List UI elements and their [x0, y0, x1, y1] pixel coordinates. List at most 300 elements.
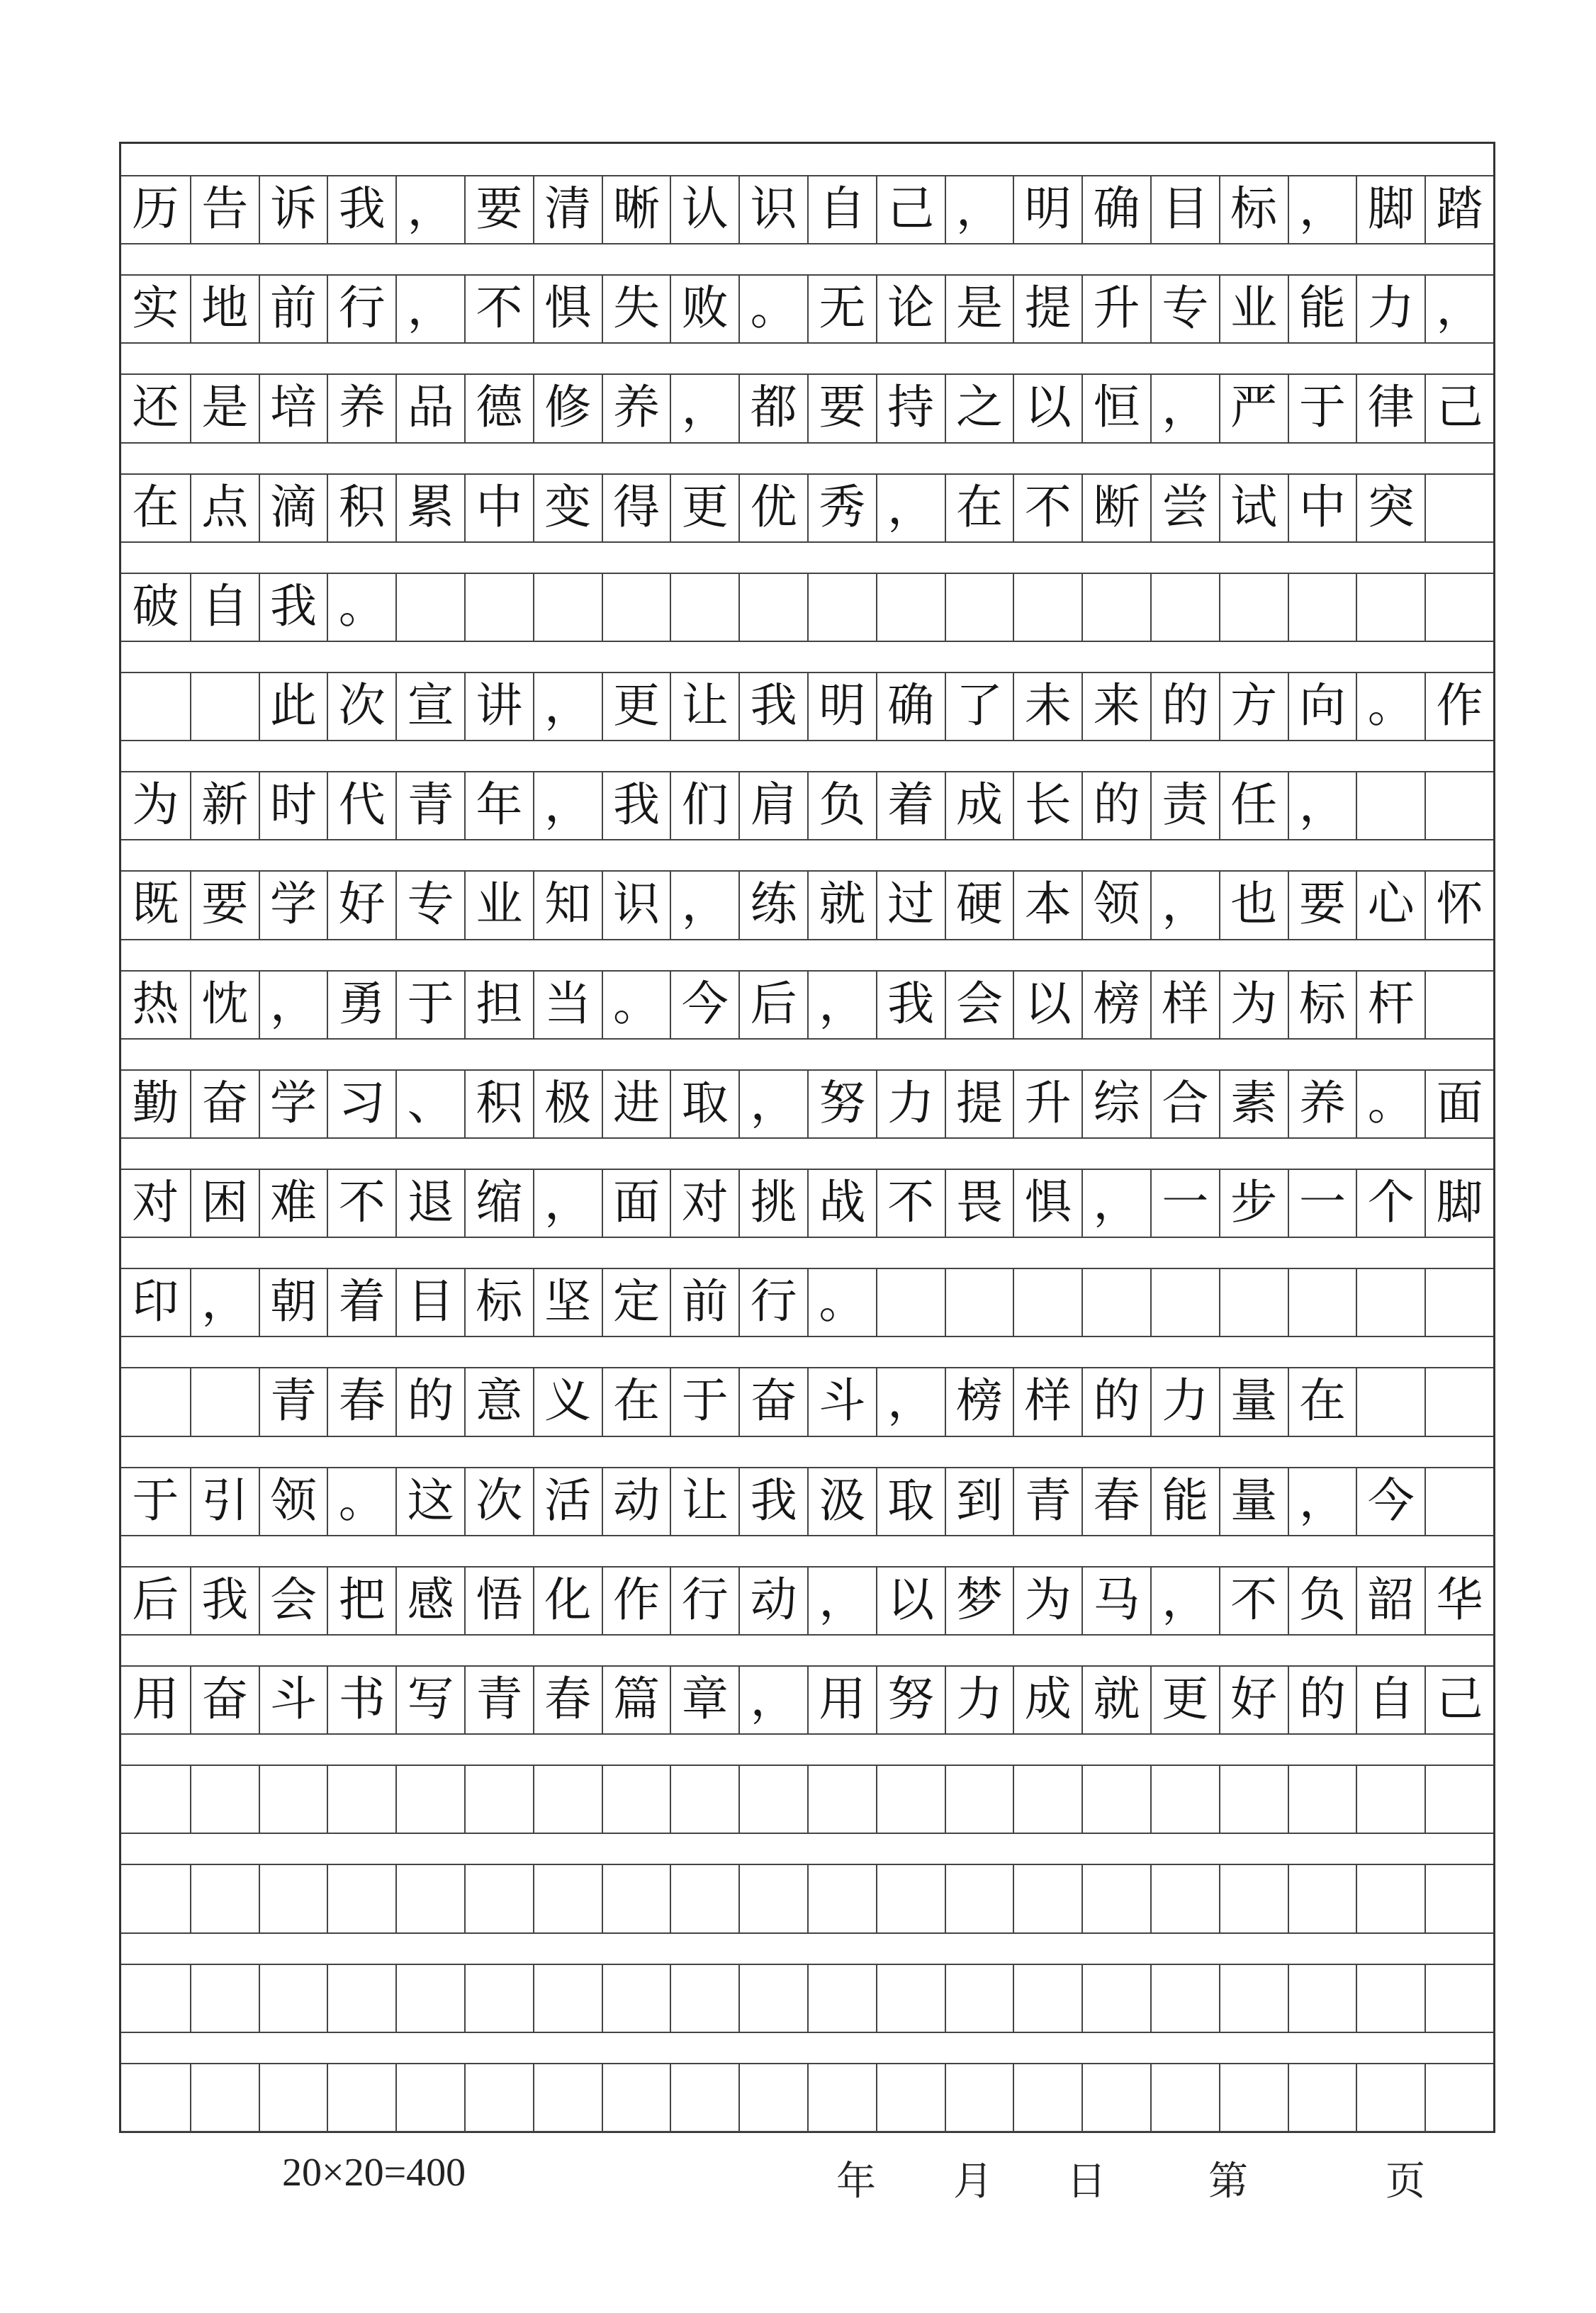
- grid-cell: [1013, 573, 1081, 641]
- grid-cell: 当: [533, 970, 602, 1038]
- month-label: 月: [953, 2160, 993, 2204]
- grid-cell: [121, 1367, 190, 1435]
- grid-cell: 来: [1081, 672, 1150, 740]
- grid-cell: 中: [1288, 473, 1356, 541]
- grid-cell: 不: [876, 1169, 945, 1237]
- grid-cell: 为: [1013, 1566, 1081, 1634]
- grid-cell: 也: [1219, 870, 1288, 938]
- grid-row: [121, 1566, 1493, 1634]
- grid-cell: 努: [876, 1665, 945, 1733]
- grid-cell: 梦: [945, 1566, 1013, 1634]
- grid-row-bottom-line: [121, 1436, 1493, 1437]
- grid-cell: 在: [602, 1367, 670, 1435]
- grid-cell: [1219, 1864, 1288, 1932]
- grid-row: [121, 771, 1493, 839]
- grid-row: [121, 1069, 1493, 1137]
- grid-cell: 养: [327, 373, 395, 441]
- grid-cell: ，: [259, 970, 327, 1038]
- grid-cell: [190, 1367, 259, 1435]
- grid-cell: 青: [1013, 1467, 1081, 1535]
- grid-cell: [876, 1864, 945, 1932]
- grid-cell: 青: [259, 1367, 327, 1435]
- grid-cell: [945, 1765, 1013, 1833]
- grid-row-bottom-line: [121, 2032, 1493, 2033]
- grid-cell: 败: [670, 274, 738, 342]
- grid-cell: [1424, 1268, 1493, 1336]
- grid-cell: [1424, 970, 1493, 1038]
- grid-cell: 此: [259, 672, 327, 740]
- grid-cell: [190, 2063, 259, 2131]
- grid-cell: [876, 2063, 945, 2131]
- grid-cell: 以: [1013, 970, 1081, 1038]
- grid-cell: [464, 1765, 533, 1833]
- grid-cell: [1013, 1765, 1081, 1833]
- grid-row: [121, 870, 1493, 938]
- grid-cell: [738, 1864, 807, 1932]
- grid-cell: 于: [1288, 373, 1356, 441]
- grid-cell: 踏: [1424, 175, 1493, 243]
- grid-cell: 对: [670, 1169, 738, 1237]
- grid-cell: 量: [1219, 1367, 1288, 1435]
- grid-cell: 会: [259, 1566, 327, 1634]
- grid-cell: 明: [807, 672, 876, 740]
- grid-cell: [121, 1765, 190, 1833]
- grid-cell: 方: [1219, 672, 1288, 740]
- grid-cell: 滴: [259, 473, 327, 541]
- grid-cell: 次: [327, 672, 395, 740]
- grid-cell: [670, 1765, 738, 1833]
- grid-cell: 这: [395, 1467, 464, 1535]
- grid-cell: 篇: [602, 1665, 670, 1733]
- grid-cell: ，: [190, 1268, 259, 1336]
- grid-cell: [327, 2063, 395, 2131]
- grid-cell: 动: [738, 1566, 807, 1634]
- writing-grid-sheet: [119, 142, 1495, 2133]
- grid-cell: 都: [738, 373, 807, 441]
- grid-cell: 得: [602, 473, 670, 541]
- grid-cell: 力: [945, 1665, 1013, 1733]
- grid-cell: [1013, 1864, 1081, 1932]
- grid-cell: 。: [738, 274, 807, 342]
- grid-row: [121, 1169, 1493, 1237]
- grid-cell: [533, 1765, 602, 1833]
- grid-cell: 明: [1013, 175, 1081, 243]
- grid-cell: [327, 1964, 395, 2032]
- grid-cell: [259, 1765, 327, 1833]
- grid-cell: [1356, 1367, 1424, 1435]
- grid-cell: 既: [132, 877, 179, 932]
- grid-cell: 实: [132, 281, 179, 336]
- grid-cell: 们: [670, 771, 738, 839]
- grid-cell: [876, 573, 945, 641]
- grid-cell: 写: [395, 1665, 464, 1733]
- grid-cell: 汲: [807, 1467, 876, 1535]
- grid-cell: 到: [945, 1467, 1013, 1535]
- grid-cell: 合: [1150, 1069, 1219, 1137]
- grid-row: [121, 2063, 1493, 2131]
- grid-cell: 后: [738, 970, 807, 1038]
- day-label: 日: [1067, 2160, 1106, 2204]
- grid-cell: 斗: [259, 1665, 327, 1733]
- grid-cell: 习: [327, 1069, 395, 1137]
- grid-cell: 试: [1219, 473, 1288, 541]
- grid-cell: 坚: [533, 1268, 602, 1336]
- grid-cell: 用: [807, 1665, 876, 1733]
- grid-cell: 知: [533, 870, 602, 938]
- grid-cell: 更: [670, 473, 738, 541]
- grid-cell: 晰: [602, 175, 670, 243]
- grid-cell: 行: [738, 1268, 807, 1336]
- grid-cell: ，: [533, 1169, 602, 1237]
- grid-cell: 青: [464, 1665, 533, 1733]
- grid-cell: [1081, 1765, 1150, 1833]
- grid-cell: 于: [670, 1367, 738, 1435]
- grid-cell: [670, 1964, 738, 2032]
- grid-cell: 、: [395, 1069, 464, 1137]
- grid-cell: 战: [807, 1169, 876, 1237]
- grid-cell: 把: [327, 1566, 395, 1634]
- grid-cell: 心: [1356, 870, 1424, 938]
- grid-cell: 难: [259, 1169, 327, 1237]
- grid-cell: [1288, 1268, 1356, 1336]
- grid-cell: 业: [1219, 274, 1288, 342]
- grid-cell: 让: [670, 672, 738, 740]
- grid-cell: 破: [132, 578, 179, 634]
- grid-cell: 成: [945, 771, 1013, 839]
- grid-cell: [464, 1964, 533, 2032]
- grid-cell: 力: [876, 1069, 945, 1137]
- grid-cell: [1219, 1964, 1288, 2032]
- grid-cell: [395, 1765, 464, 1833]
- grid-cell: 就: [1081, 1665, 1150, 1733]
- grid-cell: [1081, 2063, 1150, 2131]
- grid-cell: 华: [1424, 1566, 1493, 1634]
- grid-cell: 前: [259, 274, 327, 342]
- grid-row-bottom-line: [121, 243, 1493, 244]
- grid-cell: 提: [1013, 274, 1081, 342]
- grid-row-bottom-line: [121, 939, 1493, 940]
- grid-cell: [602, 573, 670, 641]
- grid-cell: 着: [876, 771, 945, 839]
- grid-cell: 惧: [533, 274, 602, 342]
- grid-cell: 今: [670, 970, 738, 1038]
- grid-cell: [1081, 573, 1150, 641]
- grid-row-bottom-line: [121, 1535, 1493, 1536]
- grid-cell: 学: [259, 870, 327, 938]
- grid-cell: [259, 2063, 327, 2131]
- grid-cell: 义: [533, 1367, 602, 1435]
- grid-cell: 确: [876, 672, 945, 740]
- grid-cell: 更: [602, 672, 670, 740]
- grid-row-bottom-line: [121, 1634, 1493, 1636]
- grid-cell: [738, 1765, 807, 1833]
- grid-cell: [807, 2063, 876, 2131]
- grid-cell: [1013, 1268, 1081, 1336]
- grid-cell: 向: [1288, 672, 1356, 740]
- grid-cell: [807, 1765, 876, 1833]
- grid-row-bottom-line: [121, 541, 1493, 543]
- grid-cell: 的: [1081, 1367, 1150, 1435]
- grid-cell: 提: [945, 1069, 1013, 1137]
- grid-cell: 升: [1013, 1069, 1081, 1137]
- grid-cell: 认: [670, 175, 738, 243]
- grid-cell: 春: [1081, 1467, 1150, 1535]
- grid-cell: [1288, 1964, 1356, 2032]
- grid-cell: 无: [807, 274, 876, 342]
- grid-cell: 为: [132, 777, 179, 833]
- grid-cell: ，: [1150, 1566, 1219, 1634]
- grid-cell: 不: [464, 274, 533, 342]
- grid-cell: [190, 1864, 259, 1932]
- grid-cell: 用: [132, 1672, 179, 1727]
- grid-cell: 忱: [190, 970, 259, 1038]
- grid-cell: 章: [670, 1665, 738, 1733]
- grid-cell: 要: [1288, 870, 1356, 938]
- grid-cell: 的: [1150, 672, 1219, 740]
- grid-cell: 培: [259, 373, 327, 441]
- grid-row-bottom-line: [121, 442, 1493, 444]
- grid-cell: 肩: [738, 771, 807, 839]
- grid-cell: 。: [327, 573, 395, 641]
- grid-cell: 让: [670, 1467, 738, 1535]
- grid-row-bottom-line: [121, 1833, 1493, 1834]
- grid-cell: ，: [876, 1367, 945, 1435]
- grid-cell: ，: [1288, 175, 1356, 243]
- grid-cell: [1356, 771, 1424, 839]
- grid-cell: 力: [1356, 274, 1424, 342]
- grid-cell: 识: [738, 175, 807, 243]
- grid-cell: 奋: [738, 1367, 807, 1435]
- grid-cell: 练: [738, 870, 807, 938]
- grid-cell: 识: [602, 870, 670, 938]
- grid-cell: 热: [132, 976, 179, 1031]
- grid-cell: 新: [190, 771, 259, 839]
- grid-cell: 确: [1081, 175, 1150, 243]
- grid-cell: 宣: [395, 672, 464, 740]
- grid-cell: [1288, 1765, 1356, 1833]
- grid-row-bottom-line: [121, 1932, 1493, 1934]
- grid-cell: ，: [1288, 1467, 1356, 1535]
- grid-cell: 我: [602, 771, 670, 839]
- grid-cell: 自: [1356, 1665, 1424, 1733]
- grid-cell: 负: [807, 771, 876, 839]
- grid-cell: [121, 2063, 190, 2131]
- grid-cell: 更: [1150, 1665, 1219, 1733]
- grid-cell: [1150, 1765, 1219, 1833]
- grid-cell: ，: [876, 473, 945, 541]
- grid-cell: [670, 2063, 738, 2131]
- grid-cell: [259, 1964, 327, 2032]
- grid-cell: 挑: [738, 1169, 807, 1237]
- grid-cell: 历: [132, 181, 179, 237]
- grid-cell: 告: [190, 175, 259, 243]
- grid-cell: 己: [1424, 373, 1493, 441]
- grid-cell: [738, 2063, 807, 2131]
- grid-cell: 之: [945, 373, 1013, 441]
- grid-cell: 今: [1356, 1467, 1424, 1535]
- grid-cell: 面: [602, 1169, 670, 1237]
- grid-cell: [395, 573, 464, 641]
- grid-cell: 未: [1013, 672, 1081, 740]
- grid-row-bottom-line: [121, 1336, 1493, 1337]
- grid-cell: 的: [395, 1367, 464, 1435]
- grid-row-bottom-line: [121, 2131, 1493, 2132]
- grid-cell: 硬: [945, 870, 1013, 938]
- grid-cell: ，: [1424, 274, 1493, 342]
- grid-row-bottom-line: [121, 1137, 1493, 1139]
- grid-row: [121, 1665, 1493, 1733]
- grid-cell: 为: [1219, 970, 1288, 1038]
- grid-cell: 脚: [1424, 1169, 1493, 1237]
- di-label: 第: [1208, 2160, 1248, 2204]
- grid-row: [121, 473, 1493, 541]
- grid-cell: [464, 2063, 533, 2131]
- grid-cell: 朝: [259, 1268, 327, 1336]
- grid-cell: 春: [533, 1665, 602, 1733]
- grid-cell: 标: [1288, 970, 1356, 1038]
- grid-cell: [876, 1765, 945, 1833]
- grid-cell: 我: [738, 1467, 807, 1535]
- grid-cell: 业: [464, 870, 533, 938]
- grid-cell: 意: [464, 1367, 533, 1435]
- grid-cell: 化: [533, 1566, 602, 1634]
- grid-cell: [1219, 1765, 1288, 1833]
- grid-cell: [1424, 1765, 1493, 1833]
- grid-cell: ，: [1288, 771, 1356, 839]
- grid-row-bottom-line: [121, 1237, 1493, 1238]
- grid-cell: 时: [259, 771, 327, 839]
- grid-cell: 极: [533, 1069, 602, 1137]
- grid-cell: [945, 573, 1013, 641]
- grid-cell: 杆: [1356, 970, 1424, 1038]
- grid-cell: 领: [1081, 870, 1150, 938]
- grid-cell: [1424, 1367, 1493, 1435]
- grid-cell: 尝: [1150, 473, 1219, 541]
- grid-cell: 的: [1081, 771, 1150, 839]
- grid-cell: [602, 1765, 670, 1833]
- grid-cell: [1424, 1467, 1493, 1535]
- grid-cell: 优: [738, 473, 807, 541]
- grid-row-bottom-line: [121, 839, 1493, 840]
- grid-cell: [807, 1964, 876, 2032]
- grid-cell: 我: [738, 672, 807, 740]
- grid-row-bottom-line: [121, 1733, 1493, 1735]
- grid-cell: 于: [395, 970, 464, 1038]
- grid-cell: [1081, 1864, 1150, 1932]
- grid-cell: [327, 1765, 395, 1833]
- page-label: 页: [1386, 2160, 1425, 2204]
- grid-row: [121, 573, 1493, 641]
- grid-cell: 怀: [1424, 870, 1493, 938]
- grid-cell: 能: [1288, 274, 1356, 342]
- grid-cell: 我: [876, 970, 945, 1038]
- grid-cell: [1150, 1864, 1219, 1932]
- grid-cell: 。: [1356, 672, 1424, 740]
- grid-cell: 奋: [190, 1665, 259, 1733]
- grid-cell: [602, 2063, 670, 2131]
- grid-cell: 会: [945, 970, 1013, 1038]
- grid-cell: [395, 2063, 464, 2131]
- grid-cell: [395, 1864, 464, 1932]
- grid-cell: ，: [1081, 1169, 1150, 1237]
- grid-cell: 专: [1150, 274, 1219, 342]
- grid-cell: 一: [1150, 1169, 1219, 1237]
- grid-cell: 步: [1219, 1169, 1288, 1237]
- grid-cell: 目: [1150, 175, 1219, 243]
- grid-cell: [1150, 1964, 1219, 2032]
- grid-cell: [670, 573, 738, 641]
- grid-cell: ，: [1150, 373, 1219, 441]
- grid-cell: [1219, 1268, 1288, 1336]
- grid-row: [121, 274, 1493, 342]
- grid-cell: 好: [327, 870, 395, 938]
- grid-cell: [1288, 573, 1356, 641]
- grid-cell: [533, 573, 602, 641]
- grid-cell: 标: [1219, 175, 1288, 243]
- grid-row-bottom-line: [121, 641, 1493, 642]
- grid-cell: [533, 2063, 602, 2131]
- grid-cell: [395, 1964, 464, 2032]
- grid-cell: 突: [1356, 473, 1424, 541]
- grid-cell: 秀: [807, 473, 876, 541]
- grid-cell: [533, 1864, 602, 1932]
- grid-cell: [945, 1964, 1013, 2032]
- grid-cell: ，: [670, 870, 738, 938]
- grid-cell: 前: [670, 1268, 738, 1336]
- grid-cell: 韶: [1356, 1566, 1424, 1634]
- grid-cell: 在: [945, 473, 1013, 541]
- grid-cell: 累: [395, 473, 464, 541]
- grid-cell: [1424, 2063, 1493, 2131]
- grid-cell: 能: [1150, 1467, 1219, 1535]
- grid-cell: [1424, 473, 1493, 541]
- grid-cell: 样: [1013, 1367, 1081, 1435]
- grid-cell: ，: [395, 274, 464, 342]
- grid-cell: 。: [327, 1467, 395, 1535]
- grid-cell: 我: [259, 573, 327, 641]
- grid-cell: 斗: [807, 1367, 876, 1435]
- grid-row: [121, 175, 1493, 243]
- grid-cell: 面: [1424, 1069, 1493, 1137]
- grid-cell: [670, 1864, 738, 1932]
- grid-cell: 。: [1356, 1069, 1424, 1137]
- grid-cell: 春: [327, 1367, 395, 1435]
- grid-cell: 于: [132, 1473, 179, 1528]
- grid-cell: 过: [876, 870, 945, 938]
- grid-cell: 定: [602, 1268, 670, 1336]
- grid-cell: [945, 1268, 1013, 1336]
- grid-row: [121, 1268, 1493, 1336]
- grid-cell: 担: [464, 970, 533, 1038]
- grid-cell: 成: [1013, 1665, 1081, 1733]
- grid-row: [121, 1367, 1493, 1435]
- grid-row: [121, 970, 1493, 1038]
- grid-cell: 长: [1013, 771, 1081, 839]
- grid-cell: 要: [807, 373, 876, 441]
- grid-cell: 中: [464, 473, 533, 541]
- grid-cell: 代: [327, 771, 395, 839]
- grid-row: [121, 672, 1493, 740]
- grid-cell: 讲: [464, 672, 533, 740]
- grid-cell: 不: [327, 1169, 395, 1237]
- grid-cell: 退: [395, 1169, 464, 1237]
- page-footer: [0, 2140, 1596, 2204]
- grid-cell: 榜: [1081, 970, 1150, 1038]
- grid-cell: 严: [1219, 373, 1288, 441]
- grid-row: [121, 1467, 1493, 1535]
- grid-cell: [1150, 573, 1219, 641]
- grid-cell: [876, 1268, 945, 1336]
